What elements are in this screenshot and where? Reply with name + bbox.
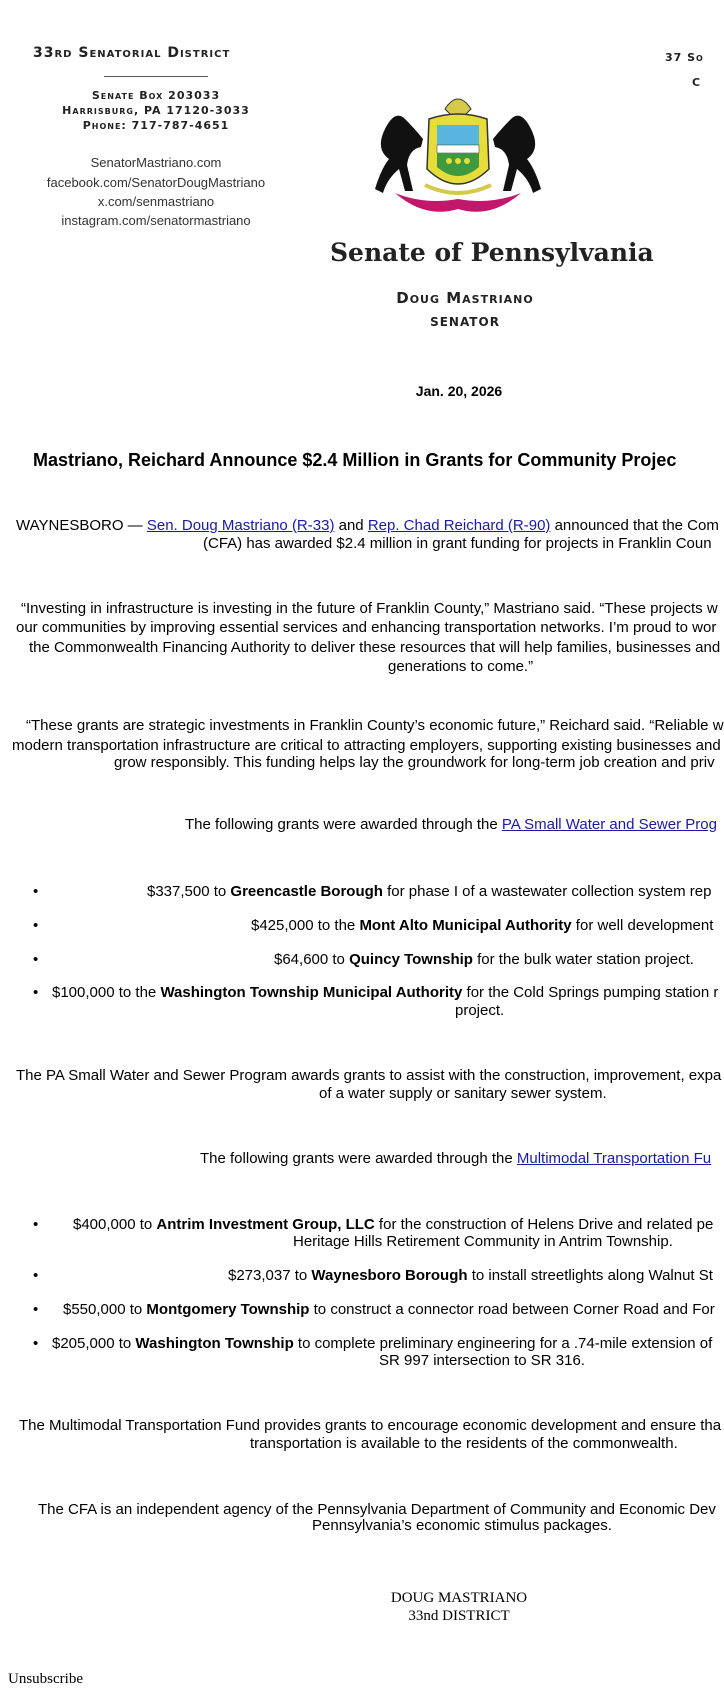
bullet-icon: • xyxy=(33,1216,39,1233)
intro-text: The following grants were awarded through the xyxy=(185,816,502,833)
instagram-link: instagram.com/senatormastriano xyxy=(61,213,251,228)
bullet-icon: • xyxy=(33,951,39,968)
water-sewer-program-link[interactable]: PA Small Water and Sewer Prog xyxy=(501,816,717,833)
bullet-icon: • xyxy=(33,1267,39,1284)
bullet-icon: • xyxy=(33,1301,39,1318)
grant-item: $273,037 to Waynesboro Borough to install streetlights along Walnut St xyxy=(228,1267,713,1284)
signature-district: 33nd DISTRICT xyxy=(408,1608,510,1624)
cfa-about: The CFA is an independent agency of the Pennsylvania Department of Community and Economic Dev xyxy=(38,1501,716,1518)
grant-item: $337,500 to Greencastle Borough for phase I of a wastewater collection system rep xyxy=(147,883,712,900)
grant-item-cont: project. xyxy=(455,1002,505,1019)
quote-line: the Commonwealth Financing Authority to deliver these resources that will help families, businesses and xyxy=(29,639,721,656)
facebook-link: facebook.com/SenatorDougMastriano xyxy=(46,175,266,190)
bullet-icon: • xyxy=(33,1335,39,1352)
x-link: x.com/senmastriano xyxy=(97,194,215,209)
grant-item-cont: Heritage Hills Retirement Community in Antrim Township. xyxy=(293,1233,673,1250)
transport-fund-intro xyxy=(200,1150,711,1168)
intro-text: WAYNESBORO — xyxy=(16,517,147,534)
bullet-icon: • xyxy=(33,917,39,934)
intro-line: (CFA) has awarded $2.4 million in grant funding for projects in Franklin Coun xyxy=(203,535,712,552)
office-address-partial: C xyxy=(692,76,702,89)
transport-fund-about: transportation is available to the residents of the commonwealth. xyxy=(250,1435,678,1452)
grant-item: $550,000 to Montgomery Township to construct a connector road between Corner Road and For xyxy=(63,1301,715,1318)
transport-fund-about: The Multimodal Transportation Fund provides grants to encourage economic development and ensure tha xyxy=(19,1417,722,1434)
bullet-icon: • xyxy=(33,984,39,1001)
grant-item: $400,000 to Antrim Investment Group, LLC for the construction of Helens Drive and related pe xyxy=(73,1216,714,1233)
grant-item: $64,600 to Quincy Township for the bulk water station project. xyxy=(274,951,694,968)
website-link: SenatorMastriano.com xyxy=(90,155,222,170)
pennsylvania-seal-icon xyxy=(365,89,551,219)
senate-of-pennsylvania-wordmark: Senate of Pennsylvania xyxy=(330,238,654,267)
address-line: Harrisburg, PA 17120-3033 xyxy=(62,104,250,117)
quote-line: generations to come.” xyxy=(388,658,534,675)
sen-mastriano-link[interactable]: Sen. Doug Mastriano (R-33) xyxy=(146,517,335,534)
senator-name: Doug Mastriano xyxy=(396,289,534,307)
intro-text: The following grants were awarded through the xyxy=(200,1150,517,1167)
grant-item: $425,000 to the Mont Alto Municipal Authority for well development xyxy=(251,917,714,934)
cfa-about: Pennsylvania’s economic stimulus packages. xyxy=(312,1517,612,1534)
unsubscribe-link[interactable]: Unsubscribe xyxy=(8,1671,83,1687)
headline: Mastriano, Reichard Announce $2.4 Million in Grants for Community Projec xyxy=(33,450,677,470)
signature-name: DOUG MASTRIANO xyxy=(390,1590,528,1606)
quote-line: modern transportation infrastructure are critical to attracting employers, supporting existing businesses and xyxy=(12,737,721,754)
release-date: Jan. 20, 2026 xyxy=(415,383,503,399)
rep-reichard-link[interactable]: Rep. Chad Reichard (R-90) xyxy=(367,517,551,534)
quote-line: our communities by improving essential services and enhancing transportation networks. I’m proud to wor xyxy=(16,619,717,636)
water-program-about: of a water supply or sanitary sewer system. xyxy=(319,1085,607,1102)
quote-line: “These grants are strategic investments in Franklin County’s economic future,” Reichard said. “Reliable w xyxy=(26,717,724,734)
phone-line: Phone: 717-787-4651 xyxy=(82,119,230,132)
water-program-about: The PA Small Water and Sewer Program awards grants to assist with the construction, improvement, expa xyxy=(16,1067,722,1084)
divider xyxy=(104,76,208,77)
grant-item: $205,000 to Washington Township to complete preliminary engineering for a .74-mile extension of xyxy=(52,1335,713,1352)
bullet-icon: • xyxy=(33,883,39,900)
grant-item: $100,000 to the Washington Township Municipal Authority for the Cold Springs pumping station r xyxy=(52,984,719,1001)
address-line: Senate Box 203033 xyxy=(91,89,221,102)
multimodal-fund-link[interactable]: Multimodal Transportation Fu xyxy=(516,1150,712,1167)
quote-line: “Investing in infrastructure is investing in the future of Franklin County,” Mastriano said. “These projects w xyxy=(21,600,718,617)
grant-item-cont: SR 997 intersection to SR 316. xyxy=(379,1352,585,1369)
office-address-partial: 37 So xyxy=(665,51,704,64)
intro-text: announced that the Com xyxy=(550,517,719,534)
quote-line: grow responsibly. This funding helps lay the groundwork for long-term job creation and priv xyxy=(114,754,715,771)
intro-line xyxy=(16,517,719,535)
senator-title: SENATOR xyxy=(430,315,500,329)
district-heading: 33rd Senatorial District xyxy=(33,45,231,61)
water-program-intro xyxy=(185,816,717,834)
intro-text: and xyxy=(334,517,368,534)
